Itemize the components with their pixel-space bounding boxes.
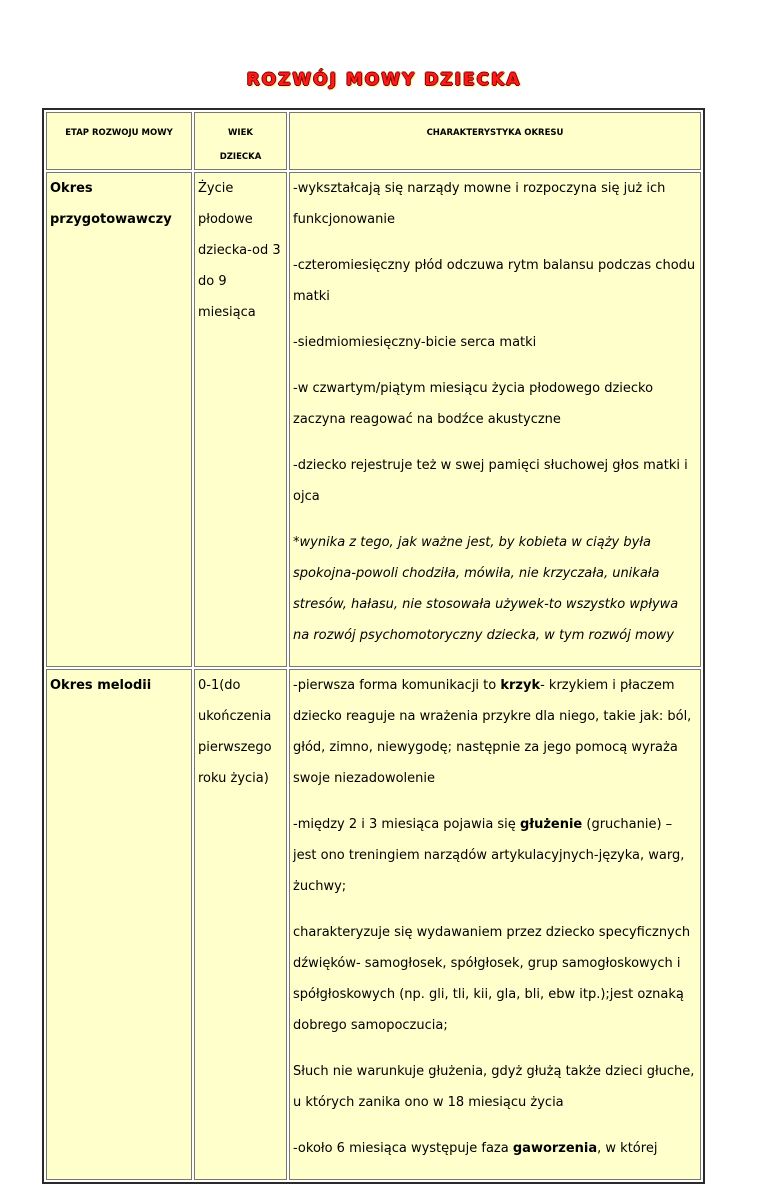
term-gluzenie: głużenie — [519, 817, 583, 832]
description-cell — [289, 669, 701, 1180]
speech-development-table — [42, 108, 705, 1184]
description-paragraph — [293, 809, 697, 902]
text-span: -pierwsza forma komunikacji to — [293, 678, 501, 693]
age-cell: 0-1(do ukończenia pierwszego roku życia) — [194, 669, 287, 1180]
text-span: , w której — [597, 1141, 658, 1156]
text-span: -między 2 i 3 miesiąca pojawia się — [293, 817, 520, 832]
header-age-line1: WIEK — [228, 128, 253, 138]
text-span: (gruchanie) – jest ono treningiem narządów artykulacyjnych-języka, warg, żuchwy; — [293, 817, 685, 894]
stage-cell: Okres przygotowawczy — [46, 172, 192, 667]
header-age — [194, 112, 287, 170]
age-cell: Życie płodowe dziecka-od 3 do 9 miesiąca — [194, 172, 287, 667]
table-row — [46, 172, 701, 667]
description-paragraph: Słuch nie warunkuje głużenia, gdyż głużą także dzieci głuche, u których zanika ono w 18 miesiącu życia — [293, 1064, 695, 1110]
description-paragraph: -w czwartym/piątym miesiącu życia płodowego dziecko zaczyna reagować na bodźce akustyczne — [293, 381, 654, 427]
description-paragraph: charakteryzuje się wydawaniem przez dziecko specyficznych dźwięków- samogłosek, spółgłosek, grup samogłoskowych i spółgłoskowych (np. gli, tli, kii, gla, bli, ebw itp.);jest oznaką dobrego samopoczucia; — [293, 925, 691, 1033]
table-row — [46, 669, 701, 1180]
description-paragraph: -czteromiesięczny płód odczuwa rytm balansu podczas chodu matki — [293, 258, 696, 304]
header-stage: ETAP ROZWOJU MOWY — [46, 112, 192, 170]
term-krzyk: krzyk — [500, 678, 541, 693]
text-span: - krzykiem i płaczem dziecko reaguje na wrażenia przykre dla niego, takie jak: ból, głód, zimno, niewygodę; następnie za jego pomocą wyraża swoje niezadowolenie — [293, 678, 692, 786]
term-gaworzenie: gaworzenia — [512, 1141, 598, 1156]
text-span: -około 6 miesiąca występuje faza — [293, 1141, 513, 1156]
stage-cell: Okres melodii — [46, 669, 192, 1180]
description-paragraph: -siedmiomiesięczny-bicie serca matki — [293, 335, 537, 350]
header-age-line2: DZIECKA — [219, 152, 262, 162]
header-description: CHARAKTERYSTYKA OKRESU — [289, 112, 701, 170]
document-title: ROZWÓJ MOWY DZIECKA — [246, 70, 522, 90]
header-row — [46, 112, 701, 170]
description-paragraph: -wykształcają się narządy mowne i rozpoczyna się już ich funkcjonowanie — [293, 181, 666, 227]
description-paragraph — [293, 670, 697, 794]
description-cell — [289, 172, 701, 667]
note-paragraph: *wynika z tego, jak ważne jest, by kobieta w ciąży była spokojna-powoli chodziła, mówiła, nie krzyczała, unikała stresów, hałasu, nie stosowała używek-to wszystko wpływa na rozwój psychomotoryczny dziecka, w tym rozwój mowy — [293, 535, 679, 643]
description-paragraph: -dziecko rejestruje też w swej pamięci słuchowej głos matki i ojca — [293, 458, 688, 504]
description-paragraph — [293, 1133, 697, 1164]
